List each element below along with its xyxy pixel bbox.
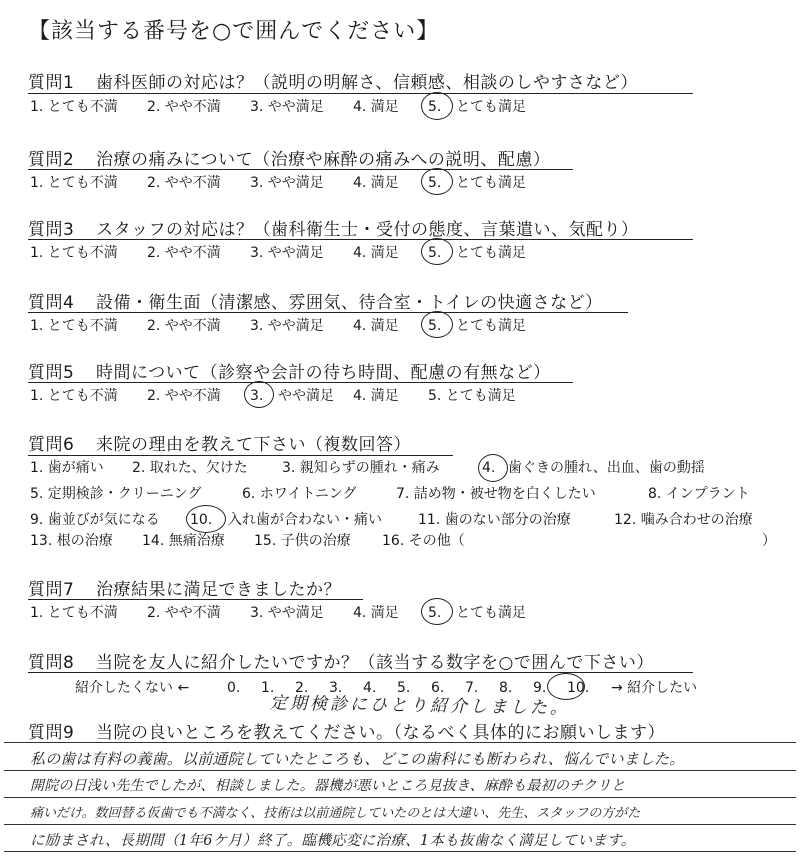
selection-circle (186, 505, 226, 533)
question-text: スタッフの対応は？（歯科衛生士・受付の態度、言葉遣い、気配り） (96, 220, 639, 240)
option-5-label: とても満足 (456, 99, 526, 115)
selection-circle (421, 598, 453, 625)
question-8-heading (28, 648, 654, 673)
option-5[interactable]: 5. (428, 175, 442, 191)
reason-8[interactable]: 8. インプラント (648, 486, 750, 502)
question-text: 来院の理由を教えて下さい（複数回答） (96, 435, 411, 455)
underline (28, 672, 693, 673)
reason-6[interactable]: 6. ホワイトニング (242, 486, 357, 502)
option-4[interactable]: 4. 満足 (353, 245, 399, 261)
reason-3[interactable]: 3. 親知らずの腫れ・痛み (282, 460, 440, 476)
reason-2[interactable]: 2. 取れた、欠けた (132, 460, 248, 476)
question-text: 当院の良いところを教えてください。（なるべく具体的にお願いします） (96, 723, 665, 743)
ruled-line (4, 851, 796, 852)
option-1[interactable]: 1. とても不満 (30, 245, 118, 261)
underline (28, 599, 363, 600)
reason-15[interactable]: 15. 子供の治療 (254, 533, 351, 549)
option-3[interactable]: 3. やや満足 (250, 245, 324, 261)
reason-10[interactable]: 10. (190, 512, 213, 528)
ruled-line (4, 770, 796, 771)
option-2[interactable]: 2. やや不満 (147, 245, 221, 261)
underline (28, 169, 573, 170)
option-2[interactable]: 2. やや不満 (147, 318, 221, 334)
option-3[interactable]: 3. やや満足 (250, 605, 324, 621)
question-1-heading (28, 68, 638, 93)
question-label: 質問4 (28, 293, 75, 313)
selection-circle (421, 92, 453, 120)
option-2[interactable]: 2. やや不満 (147, 175, 221, 191)
reason-7[interactable]: 7. 詰め物・被せ物を白くしたい (396, 486, 596, 502)
option-4[interactable]: 4. 満足 (353, 605, 399, 621)
question-label: 質問2 (28, 150, 75, 170)
question-6-row-1 (30, 457, 705, 477)
selection-circle (421, 238, 453, 265)
question-label: 質問8 (28, 653, 75, 673)
scale-2[interactable]: 2. (295, 680, 309, 696)
underline (28, 93, 693, 94)
option-5[interactable]: 5. (428, 99, 442, 115)
underline (28, 455, 453, 456)
selection-circle (421, 168, 453, 195)
reason-12[interactable]: 12. 噛み合わせの治療 (614, 512, 753, 528)
reason-1[interactable]: 1. 歯が痛い (30, 460, 104, 476)
answer-line-3: 痛いだけ。数回替る仮歯でも不満なく、技術は以前通院していたのとは大違い、先生、スタッフの方がた (30, 806, 641, 821)
reason-4[interactable]: 4. (482, 460, 496, 476)
ruled-line (4, 824, 796, 825)
scale-7[interactable]: 7. (465, 680, 479, 696)
option-3[interactable]: 3. やや満足 (250, 175, 324, 191)
question-label: 質問6 (28, 435, 75, 455)
reason-13[interactable]: 13. 根の治療 (30, 533, 113, 549)
option-4[interactable]: 4. 満足 (353, 318, 399, 334)
scale-8[interactable]: 8. (499, 680, 513, 696)
option-5-label: とても満足 (456, 605, 526, 621)
reason-14[interactable]: 14. 無痛治療 (142, 533, 225, 549)
scale-4[interactable]: 4. (363, 680, 377, 696)
page-title: 【該当する番号を○で囲んでください】 (28, 19, 440, 44)
option-4[interactable]: 4. 満足 (353, 388, 399, 404)
scale-9[interactable]: 9. (533, 680, 547, 696)
question-6-row-4 (30, 530, 776, 550)
option-1[interactable]: 1. とても不満 (30, 605, 118, 621)
option-1[interactable]: 1. とても不満 (30, 99, 118, 115)
question-text: 設備・衛生面（清潔感、雰囲気、待合室・トイレの快適さなど） (96, 293, 603, 313)
scale-5[interactable]: 5. (397, 680, 411, 696)
selection-circle (478, 454, 508, 482)
answer-line-2: 開院の日浅い先生でしたが、相談しました。器機が悪いところ見抜き、麻酔も最初のチクリと (30, 778, 626, 794)
scale-right-label: → 紹介したい (611, 680, 698, 696)
option-5-label: とても満足 (456, 245, 526, 261)
question-2-heading (28, 145, 550, 170)
reason-16-close: ） (762, 533, 776, 549)
reason-11[interactable]: 11. 歯のない部分の治療 (418, 512, 571, 528)
question-6-heading (28, 430, 411, 455)
question-4-heading (28, 288, 603, 313)
option-3[interactable]: 3. やや満足 (250, 318, 324, 334)
option-5[interactable]: 5. (428, 245, 442, 261)
question-label: 質問5 (28, 363, 75, 383)
question-6-row-3 (30, 509, 753, 529)
option-5-label: とても満足 (456, 175, 526, 191)
option-2[interactable]: 2. やや不満 (147, 605, 221, 621)
question-9-heading (28, 718, 665, 743)
underline (28, 382, 573, 383)
scale-left-label: 紹介したくない ← (75, 680, 190, 696)
option-5[interactable]: 5. (428, 605, 442, 621)
scale-6[interactable]: 6. (431, 680, 445, 696)
reason-16[interactable]: 16. その他（ (382, 533, 465, 549)
option-1[interactable]: 1. とても不満 (30, 388, 118, 404)
option-1[interactable]: 1. とても不満 (30, 175, 118, 191)
ruled-line (4, 742, 796, 743)
answer-line-4: に励まされ、長期間（1年6ケ月）終了。臨機応変に治療、1本も抜歯なく満足しています。 (30, 833, 636, 849)
reason-10-label: 入れ歯が合わない・痛い (228, 512, 382, 528)
question-text: 治療の痛みについて（治療や麻酔の痛みへの説明、配慮） (96, 150, 551, 170)
question-3-heading (28, 215, 639, 240)
selection-circle (421, 311, 453, 338)
option-3-label: やや満足 (278, 388, 334, 404)
question-text: 歯科医師の対応は？（説明の明解さ、信頼感、相談のしやすさなど） (96, 73, 638, 93)
question-text: 時間について（診察や会計の待ち時間、配慮の有無など） (96, 363, 551, 383)
question-label: 質問1 (28, 73, 75, 93)
question-text: 当院を友人に紹介したいですか？（該当する数字を○で囲んで下さい） (96, 653, 654, 673)
reason-5[interactable]: 5. 定期検診・クリーニング (30, 486, 202, 502)
option-2[interactable]: 2. やや不満 (147, 99, 221, 115)
scale-1[interactable]: 1. (261, 680, 275, 696)
scale-3[interactable]: 3. (329, 680, 343, 696)
selection-circle (244, 381, 274, 408)
handwritten-note: 定期検診にひとり紹介しました。 (269, 693, 571, 719)
option-3[interactable]: 3. やや満足 (250, 99, 324, 115)
question-label: 質問9 (28, 723, 75, 743)
question-text: 治療結果に満足できましたか？ (96, 580, 341, 600)
option-4[interactable]: 4. 満足 (353, 99, 399, 115)
reason-4-label: 歯ぐきの腫れ、出血、歯の動揺 (508, 460, 705, 476)
option-1[interactable]: 1. とても不満 (30, 318, 118, 334)
question-label: 質問3 (28, 220, 75, 240)
option-2[interactable]: 2. やや不満 (147, 388, 221, 404)
scale-10[interactable]: 10. (567, 680, 590, 696)
question-5-heading (28, 358, 551, 383)
underline (28, 312, 628, 313)
answer-line-1: 私の歯は有料の義歯。以前通院していたところも、どこの歯科にも断わられ、悩んでいました。 (30, 750, 685, 768)
question-7-heading (28, 575, 341, 600)
reason-9[interactable]: 9. 歯並びが気になる (30, 512, 160, 528)
underline (28, 239, 693, 240)
ruled-line (4, 797, 796, 798)
option-3[interactable]: 3. (250, 388, 264, 404)
option-4[interactable]: 4. 満足 (353, 175, 399, 191)
option-5[interactable]: 5. (428, 318, 442, 334)
scale-0[interactable]: 0. (227, 680, 241, 696)
question-label: 質問7 (28, 580, 75, 600)
option-5-label: とても満足 (456, 318, 526, 334)
option-5[interactable]: 5. とても満足 (428, 388, 516, 404)
question-6-row-2 (30, 483, 750, 503)
